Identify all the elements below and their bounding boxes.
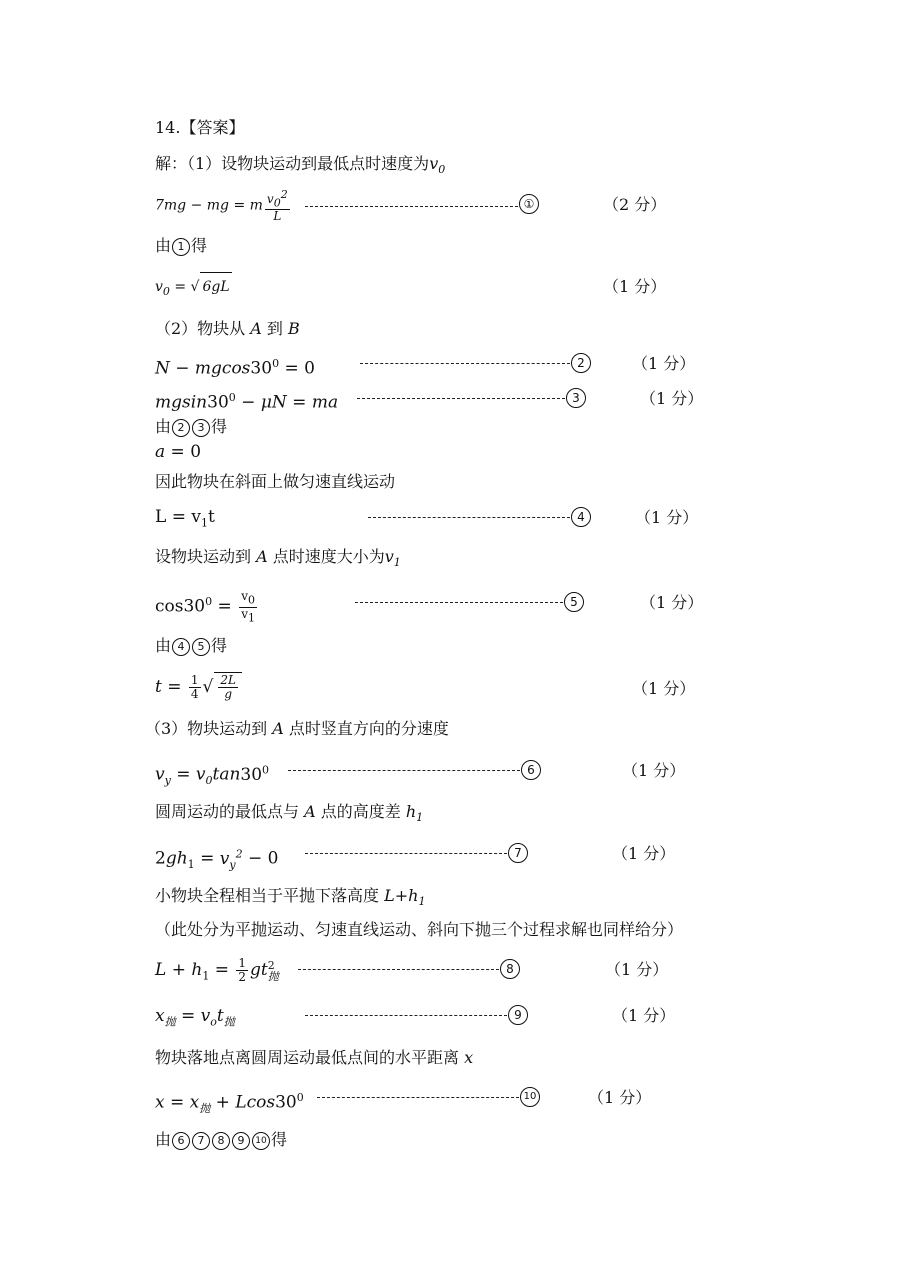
inline-marker-9: 9	[232, 1132, 250, 1150]
inline-marker-3: 3	[192, 419, 210, 437]
score-v0: （1 分）	[603, 277, 667, 296]
p2-a: A	[250, 319, 262, 338]
part-3-heading	[145, 717, 449, 741]
dash-leader-4	[368, 517, 570, 518]
equation-1: 7mg − mg = m $\frac{v_0^2}{L}$	[155, 188, 288, 224]
horizontal-distance-statement	[155, 1046, 473, 1070]
equation-6: $v_y = v_0\tan 30^0$	[155, 763, 270, 788]
marker-8: 8	[500, 959, 520, 979]
dash-leader-8	[298, 969, 499, 970]
marker-7: 7	[508, 843, 528, 863]
fall-height-statement	[155, 884, 425, 914]
derive-text: 得	[211, 417, 228, 436]
marker-10: 10	[520, 1087, 540, 1107]
derive-text: 得	[211, 636, 228, 655]
score-6: （1 分）	[622, 761, 686, 780]
part-2-heading	[155, 317, 300, 341]
score-2: （1 分）	[632, 354, 696, 373]
inline-marker-2: 2	[172, 419, 190, 437]
inline-marker-1: 1	[172, 238, 190, 256]
score-3: （1 分）	[640, 389, 704, 408]
answer-header: 14.【答案】	[155, 118, 245, 137]
score-t: （1 分）	[632, 679, 696, 698]
height-diff-statement	[155, 800, 423, 830]
solution-intro	[155, 152, 445, 182]
dash-leader-7	[305, 853, 507, 854]
equation-2: $N - mgcos30^0 = 0$	[155, 357, 315, 379]
p2-text: （2）物块从	[155, 319, 251, 338]
score-4: （1 分）	[635, 508, 699, 527]
inline-marker-6: 6	[172, 1132, 190, 1150]
hz-text: 物块落地点离圆周运动最低点间的水平距离	[155, 1048, 465, 1067]
equation-7: $2gh_1 = v_y^2 - 0$	[155, 847, 279, 872]
score-1: （2 分）	[603, 195, 667, 214]
derive-text: 由	[155, 236, 172, 255]
score-7: （1 分）	[612, 844, 676, 863]
dash-leader-2	[360, 363, 570, 364]
p3-text: （3）物块运动到	[145, 719, 273, 738]
equation-4: $L = v_1t$	[155, 507, 215, 530]
hd-a: A	[304, 802, 316, 821]
hz-x: x	[464, 1048, 474, 1067]
dash-leader-9	[305, 1015, 507, 1016]
equation-9: $x_抛 = v_ot_抛$	[155, 1006, 235, 1029]
v1-text: 设物块运动到	[155, 547, 257, 566]
hd-text: 点的高度差	[315, 802, 406, 821]
derive-text: 由	[155, 1130, 172, 1149]
derive-text: 得	[191, 236, 208, 255]
inline-marker-4: 4	[172, 638, 190, 656]
hd-text: 圆周运动的最低点与	[155, 802, 305, 821]
equation-10: $x = x_抛 + Lcos30^0$	[155, 1091, 304, 1116]
set-v1-statement	[155, 545, 401, 575]
dash-leader-3	[357, 398, 565, 399]
derive-text: 由	[155, 636, 172, 655]
derive-from-2-3	[155, 415, 227, 439]
marker-2: 2	[571, 353, 591, 373]
derive-final	[155, 1128, 287, 1152]
dash-leader-6	[288, 770, 520, 771]
score-5: （1 分）	[640, 593, 704, 612]
v1-symbol: $v_1$	[384, 547, 401, 570]
v1-text: 点时速度大小为	[267, 547, 385, 566]
intro-symbol: $v_0$	[429, 154, 446, 177]
equation-a: a = 0	[155, 442, 202, 462]
equation-3: $mgsin30^0 - \mu N$ = ma	[155, 391, 339, 413]
v1-a: A	[256, 547, 268, 566]
inline-marker-5: 5	[192, 638, 210, 656]
inline-marker-10: 10	[252, 1132, 270, 1150]
derive-text: 由	[155, 417, 172, 436]
p3-text: 点时竖直方向的分速度	[283, 719, 449, 738]
fh-text: 小物块全程相当于平抛下落高度	[155, 886, 385, 905]
marker-4: 4	[571, 507, 591, 527]
fh-expr: $L+h_1$	[384, 886, 426, 909]
p3-a: A	[272, 719, 284, 738]
inline-marker-7: 7	[192, 1132, 210, 1150]
uniform-motion-statement: 因此物块在斜面上做匀速直线运动	[155, 472, 396, 491]
score-10: （1 分）	[588, 1088, 652, 1107]
marker-1: ①	[519, 194, 539, 214]
dash-leader-10	[317, 1097, 519, 1098]
derive-text: 得	[271, 1130, 288, 1149]
p2-text: 到	[261, 319, 289, 338]
derive-from-4-5	[155, 634, 227, 658]
inline-marker-8: 8	[212, 1132, 230, 1150]
dash-leader-1	[305, 206, 518, 207]
equation-5: $\cos 30^0$ = $\frac{v_0}{v_1}$	[155, 589, 255, 625]
marker-9: 9	[508, 1005, 528, 1025]
hd-h1: $h_1$	[405, 802, 424, 825]
scoring-note: （此处分为平抛运动、匀速直线运动、斜向下抛三个过程求解也同样给分）	[155, 920, 684, 939]
equation-8: $L + h_1$ = $\frac{1}{2}$ gt 2 抛	[155, 956, 279, 984]
equation-v0: $v_0$ = √ 6gL	[155, 272, 232, 306]
derive-from-1	[155, 234, 207, 258]
score-9: （1 分）	[612, 1006, 676, 1025]
marker-3: 3	[566, 388, 586, 408]
marker-5: 5	[564, 592, 584, 612]
marker-6: 6	[521, 760, 541, 780]
p2-b: B	[288, 319, 300, 338]
intro-text: 解：（1）设物块运动到最低点时速度为	[155, 154, 430, 173]
dash-leader-5	[355, 602, 563, 603]
equation-t: t = $\frac{1}{4}$ √ $\frac{2L}{g}$	[155, 672, 242, 701]
score-8: （1 分）	[605, 960, 669, 979]
